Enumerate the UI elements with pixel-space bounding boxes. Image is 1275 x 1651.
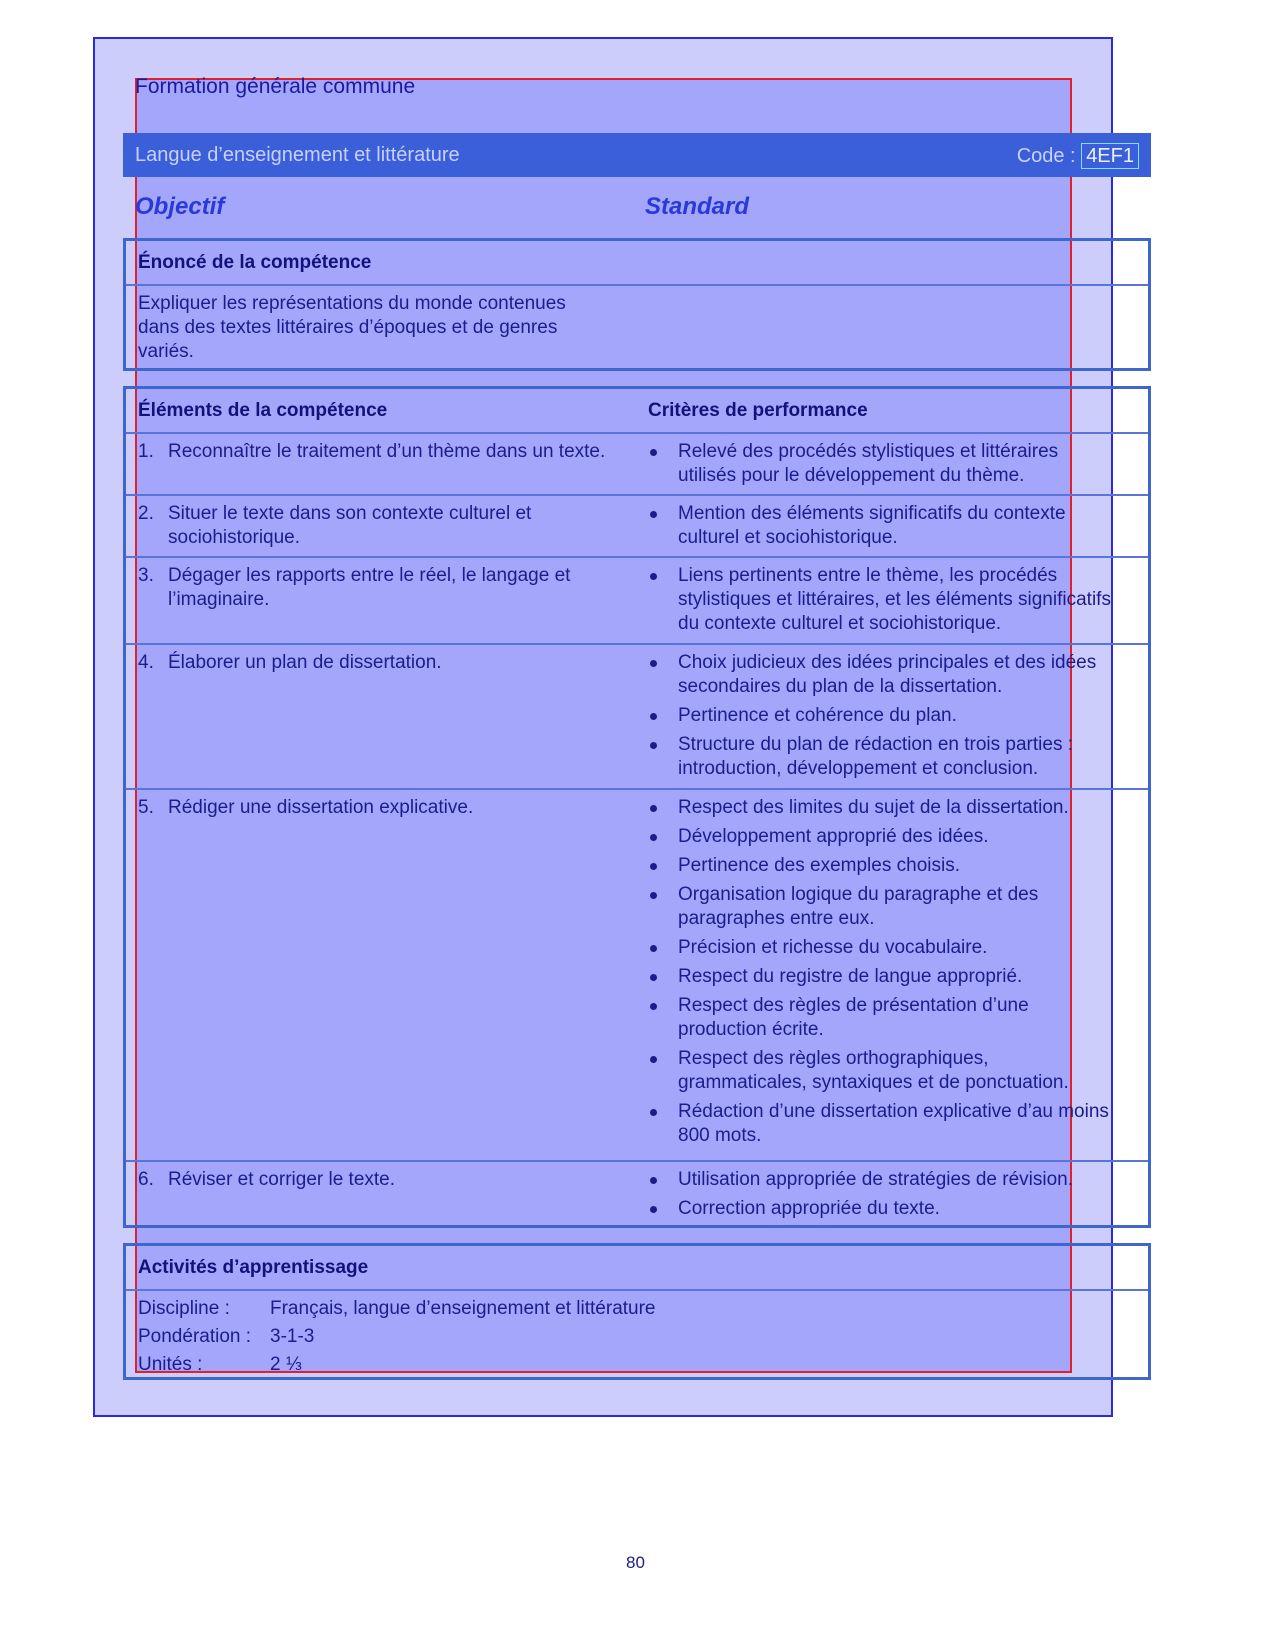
competence-box [123, 238, 1151, 371]
criterion-item [648, 796, 1118, 820]
bullet-icon [650, 834, 657, 841]
element-row-4 [126, 643, 1148, 788]
bullet-icon [650, 449, 657, 456]
criterion-text: Pertinence et cohérence du plan. [678, 705, 957, 726]
element-item [138, 502, 608, 550]
discipline-label: Discipline : [138, 1298, 230, 1319]
criterion-text: Rédaction d’une dissertation explicative d’au moins 800 mots. [678, 1101, 1109, 1146]
criteria-list [648, 440, 1118, 493]
element-item [138, 440, 608, 464]
element-text: Réviser et corriger le texte. [168, 1169, 396, 1190]
criteria-list [648, 564, 1118, 641]
bullet-icon [650, 1056, 657, 1063]
element-item [138, 1168, 608, 1192]
criterion-text: Correction appropriée du texte. [678, 1198, 940, 1219]
bullet-icon [650, 713, 657, 720]
activities-title: Activités d’apprentissage [138, 1257, 369, 1278]
criterion-text: Mention des éléments significatifs du contexte culturel et sociohistorique. [678, 503, 1066, 548]
element-text: Dégager les rapports entre le réel, le langage et l’imaginaire. [168, 565, 571, 610]
criterion-text: Respect des règles orthographiques, grammaticales, syntaxiques et de ponctuation. [678, 1048, 1069, 1093]
criteria-title: Critères de performance [648, 400, 868, 421]
criterion-text: Relevé des procédés stylistiques et littéraires utilisés pour le développement du thème. [678, 441, 1059, 486]
criterion-text: Précision et richesse du vocabulaire. [678, 937, 988, 958]
element-text: Situer le texte dans son contexte culturel et sociohistorique. [168, 503, 532, 548]
criterion-item [648, 704, 1118, 728]
criteria-list [648, 1168, 1118, 1226]
elements-title: Éléments de la compétence [138, 400, 388, 421]
criterion-item [648, 733, 1118, 781]
element-number: 3. [138, 565, 154, 586]
bullet-icon [650, 974, 657, 981]
criterion-item [648, 936, 1118, 960]
competence-statement: Expliquer les représentations du monde contenues dans des textes littéraires d’époques et de genres variés. [138, 293, 566, 362]
criterion-text: Pertinence des exemples choisis. [678, 855, 960, 876]
bullet-icon [650, 573, 657, 580]
ponderation-row [138, 1325, 314, 1349]
units-label: Unités : [138, 1354, 203, 1375]
objective-heading: Objectif [135, 193, 225, 220]
bullet-icon [650, 1109, 657, 1116]
criterion-item [648, 994, 1118, 1042]
criterion-item [648, 651, 1118, 699]
criterion-text: Respect des limites du sujet de la dissertation. [678, 797, 1069, 818]
criterion-text: Choix judicieux des idées principales et des idées secondaires du plan de la dissertation. [678, 652, 1097, 697]
criterion-text: Respect du registre de langue approprié. [678, 966, 1023, 987]
competence-row [126, 284, 1148, 369]
criterion-text: Développement approprié des idées. [678, 826, 989, 847]
criterion-text: Liens pertinents entre le thème, les procédés stylistiques et littéraires, et les éléments significatifs du contexte culturel et sociohistorique. [678, 565, 1111, 634]
bullet-icon [650, 1206, 657, 1213]
activities-box [123, 1243, 1151, 1380]
criteria-list [648, 502, 1118, 555]
ponderation-label: Pondération : [138, 1326, 252, 1347]
criterion-item [648, 854, 1118, 878]
element-number: 2. [138, 503, 154, 524]
element-row-3 [126, 556, 1148, 643]
criterion-text: Organisation logique du paragraphe et des paragraphes entre eux. [678, 884, 1039, 929]
discipline-value: Français, langue d’enseignement et littérature [270, 1298, 656, 1319]
element-text: Reconnaître le traitement d’un thème dans un texte. [168, 441, 606, 462]
discipline-row [138, 1297, 656, 1321]
criterion-item [648, 564, 1118, 636]
course-code-label: Code : [1016, 145, 1076, 167]
element-number: 5. [138, 797, 154, 818]
criterion-item [648, 825, 1118, 849]
ponderation-value: 3-1-3 [270, 1326, 315, 1347]
course-name: Langue d’enseignement et littérature [135, 144, 460, 166]
activities-row [126, 1289, 1148, 1377]
page-number: 80 [626, 1553, 645, 1572]
elements-box [123, 386, 1151, 1228]
bullet-icon [650, 660, 657, 667]
element-number: 6. [138, 1169, 154, 1190]
criterion-item [648, 502, 1118, 550]
criterion-item [648, 965, 1118, 989]
bullet-icon [650, 742, 657, 749]
bullet-icon [650, 892, 657, 899]
element-row-6 [126, 1160, 1148, 1228]
competence-title: Énoncé de la compétence [138, 252, 372, 273]
bullet-icon [650, 863, 657, 870]
course-header-bar [123, 133, 1151, 177]
criterion-text: Structure du plan de rédaction en trois parties : introduction, développement et conclusion. [678, 734, 1074, 779]
criteria-list [648, 651, 1118, 786]
element-item [138, 564, 608, 612]
section-title: Formation générale commune [135, 75, 416, 98]
element-number: 4. [138, 652, 154, 673]
bullet-icon [650, 1177, 657, 1184]
course-code [1017, 143, 1139, 169]
criterion-item [648, 1047, 1118, 1095]
criterion-item [648, 1168, 1118, 1192]
criterion-item [648, 1197, 1118, 1221]
bullet-icon [650, 805, 657, 812]
units-row [138, 1353, 302, 1377]
bullet-icon [650, 511, 657, 518]
bullet-icon [650, 1003, 657, 1010]
element-row-1 [126, 432, 1148, 494]
element-text: Rédiger une dissertation explicative. [168, 797, 474, 818]
element-row-2 [126, 494, 1148, 556]
standard-heading: Standard [645, 193, 750, 220]
criterion-text: Respect des règles de présentation d’une production écrite. [678, 995, 1029, 1040]
element-text: Élaborer un plan de dissertation. [168, 652, 442, 673]
units-value: 2 ⅓ [270, 1354, 302, 1375]
criterion-item [648, 883, 1118, 931]
element-item [138, 796, 608, 820]
criterion-text: Utilisation appropriée de stratégies de révision. [678, 1169, 1073, 1190]
criterion-item [648, 1100, 1118, 1148]
element-item [138, 651, 608, 675]
element-row-5 [126, 788, 1148, 1160]
element-number: 1. [138, 441, 154, 462]
course-code-value: 4EF1 [1081, 143, 1139, 169]
criteria-list [648, 796, 1118, 1153]
bullet-icon [650, 945, 657, 952]
criterion-item [648, 440, 1118, 488]
